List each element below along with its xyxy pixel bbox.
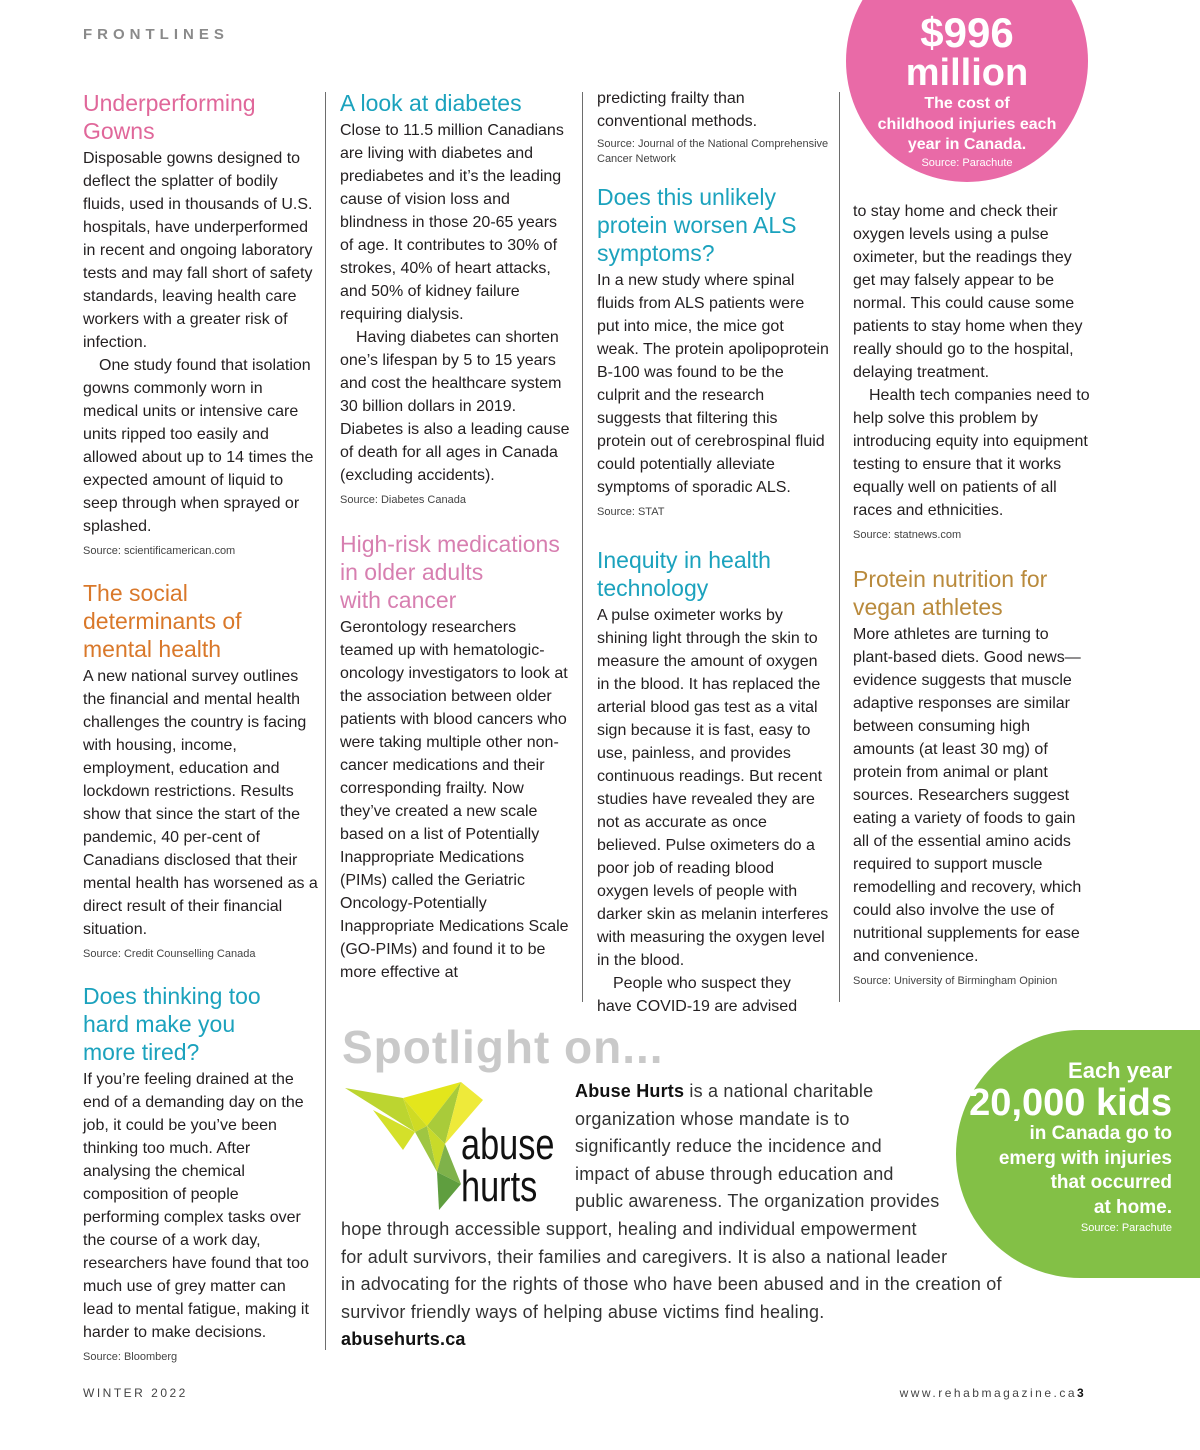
article-highrisk	[340, 530, 572, 984]
article-inequity	[597, 546, 829, 1018]
article-title: Does this unlikely protein worsen ALS symptoms?	[597, 184, 797, 266]
article-title: The social determinants of mental health	[83, 580, 242, 662]
cost-unit: million	[905, 52, 1029, 94]
cost-callout	[846, 0, 1088, 182]
article-source: Source: statnews.com	[853, 529, 962, 541]
article-social	[83, 579, 319, 962]
spotlight-org-name: Abuse Hurts	[575, 1081, 685, 1101]
article-body: A pulse oximeter works by shining light through the skin to measure the amount of oxygen in the blood. It has replaced the arterial blood gas test as a vital sign because it is fast, easy to use, painless, and provides continuous readings. But recent studies have revealed they are not as accurate as once believed. Pulse oximeters do a poor job of reading blood oxygen levels of people with darker skin as melanin interferes with measuring the oxygen level in the blood. People who suspect they have COVID-19 are advised	[597, 607, 829, 1015]
spotlight-title: Spotlight on...	[342, 1021, 664, 1073]
kids-lead: Each year	[1068, 1058, 1172, 1083]
column-3	[597, 87, 829, 1018]
abuse-hurts-logo	[343, 1080, 557, 1212]
kids-number: 20,000 kids	[969, 1082, 1172, 1124]
section-label: FRONTLINES	[83, 26, 229, 43]
article-source: Source: Bloomberg	[83, 1351, 178, 1363]
article-title: A look at diabetes	[340, 90, 522, 116]
article-body: predicting frailty than conventional methods.	[597, 90, 758, 130]
article-source: Source: University of Birmingham Opinion	[853, 975, 1058, 987]
logo-wordmark: abuse hurts	[461, 1120, 555, 1211]
article-source: Source: Credit Counselling Canada	[83, 948, 256, 960]
article-thinking	[83, 982, 319, 1365]
article-body: to stay home and check their oxygen levels using a pulse oximeter, but the readings they get may falsely appear to be normal. This could cause some patients to stay home when they really should go to the hospital, delaying treatment. Health tech companies need to help solve this problem by introducing equity into equipment testing to ensure that it works equally well on patients of all races and ethnicities.	[853, 203, 1090, 519]
article-title: Inequity in health technology	[597, 547, 771, 601]
article-source: Source: STAT	[597, 506, 665, 518]
kids-callout	[956, 1030, 1200, 1278]
article-als	[597, 183, 829, 520]
article-body: Close to 11.5 million Canadians are living with diabetes and prediabetes and it’s the leading cause of vision loss and blindness in those 20-65 years of age. It contributes to 30% of strokes, 40% of heart attacks, and 50% of kidney failure requiring dialysis. Having diabetes can shorten one’s lifespan by 5 to 15 years and cost the healthcare system 30 billion dollars in 2019. Diabetes is also a leading cause of death for all ages in Canada (excluding accidents).	[340, 122, 570, 484]
article-body: Disposable gowns designed to deflect the splatter of bodily fluids, used in thousands of U.S. hospitals, have underperformed in recent and ongoing laboratory tests and may fall short of safety standards, leaving health care workers with a greater risk of infection. One study found that isolation gowns commonly worn in medical units or intensive care units ripped too easily and allowed about up to 14 times the expected amount of liquid to seep through when sprayed or splashed.	[83, 150, 314, 535]
column-divider	[325, 92, 326, 1350]
cost-amount: $996	[920, 9, 1014, 56]
kids-description: in Canada go to emerg with injuries that occurred at home.	[998, 1123, 1172, 1218]
column-1	[83, 89, 319, 1365]
article-body: A new national survey outlines the financial and mental health challenges the country is facing with housing, income, employment, education and lockdown restrictions. Results show that since the start of the pandemic, 40 per-cent of Canadians disclosed that their mental health has worsened as a direct result of their financial situation.	[83, 668, 318, 938]
column-divider	[839, 92, 840, 1002]
spotlight-body: hope through accessible support, healing and individual empowerment for adult survivors, their families and caregivers. It is also a national leader in advocating for the rights of those who have been abused and in the creation of survivor friendly ways of helping abuse victims find healing. abusehurts.ca	[341, 1216, 1061, 1354]
article-source: Source: scientificamerican.com	[83, 545, 236, 557]
article-highrisk-continued	[597, 87, 829, 167]
article-diabetes	[340, 89, 572, 508]
cost-source: Source: Parachute	[921, 157, 1013, 169]
column-divider	[582, 92, 583, 1002]
article-protein	[853, 565, 1093, 989]
kids-source: Source: Parachute	[1080, 1222, 1172, 1234]
article-body: Gerontology researchers teamed up with hematologic-oncology investigators to look at the association between older patients with blood cancers who were taking multiple other non-cancer medications and their corresponding frailty. Now they’ve created a new scale based on a list of Potentially Inappropriate Medications (PIMs) called the Geriatric Oncology-Potentially Inappropriate Medications Scale (GO-PIMs) and found it to be more effective at	[340, 619, 569, 981]
article-body: More athletes are turning to plant-based diets. Good news—evidence suggests that muscle adaptive responses are similar between consuming high amounts (at least 30 mg) of protein from animal or plant sources. Researchers suggest eating a variety of foods to gain all of the essential amino acids required to support muscle remodelling and recovery, which could also involve the use of nutritional supplements for ease and convenience.	[853, 626, 1082, 965]
article-body: In a new study where spinal fluids from ALS patients were put into mice, the mice got weak. The protein apolipoprotein B-100 was found to be the culprit and the research suggests that filtering this protein out of cerebrospinal fluid could potentially alleviate symptoms of sporadic ALS.	[597, 272, 829, 496]
column-4	[853, 200, 1093, 989]
spotlight-intro: Abuse Hurts is a national charitable organization whose mandate is to significantly reduce the incidence and impact of abuse through education and public awareness. The organization provides	[575, 1081, 940, 1212]
article-body: If you’re feeling drained at the end of a demanding day on the job, it could be you’ve been thinking too much. After analysing the chemical composition of people performing complex tasks over the course of a work day, researchers have found that too much use of grey matter can lead to mental fatigue, making it harder to make decisions.	[83, 1071, 309, 1341]
article-title: High-risk medications in older adults with cancer	[340, 531, 560, 613]
footer-page-number: 3	[1077, 1386, 1087, 1400]
article-title: Underperforming Gowns	[83, 90, 256, 144]
column-2	[340, 89, 572, 984]
article-source: Source: Journal of the National Comprehensive Cancer Network	[597, 138, 829, 165]
article-title: Does thinking too hard make you more tired?	[83, 983, 261, 1065]
article-title: Protein nutrition for vegan athletes	[853, 566, 1048, 620]
spotlight-url-link[interactable]: abusehurts.ca	[341, 1329, 466, 1350]
article-gowns	[83, 89, 319, 559]
cost-description: The cost of childhood injuries each year in Canada.	[877, 95, 1057, 153]
article-inequity-continued	[853, 200, 1093, 543]
footer-site: www.rehabmagazine.ca	[899, 1386, 1077, 1400]
article-source: Source: Diabetes Canada	[340, 494, 466, 506]
footer-issue: WINTER 2022	[83, 1386, 188, 1400]
